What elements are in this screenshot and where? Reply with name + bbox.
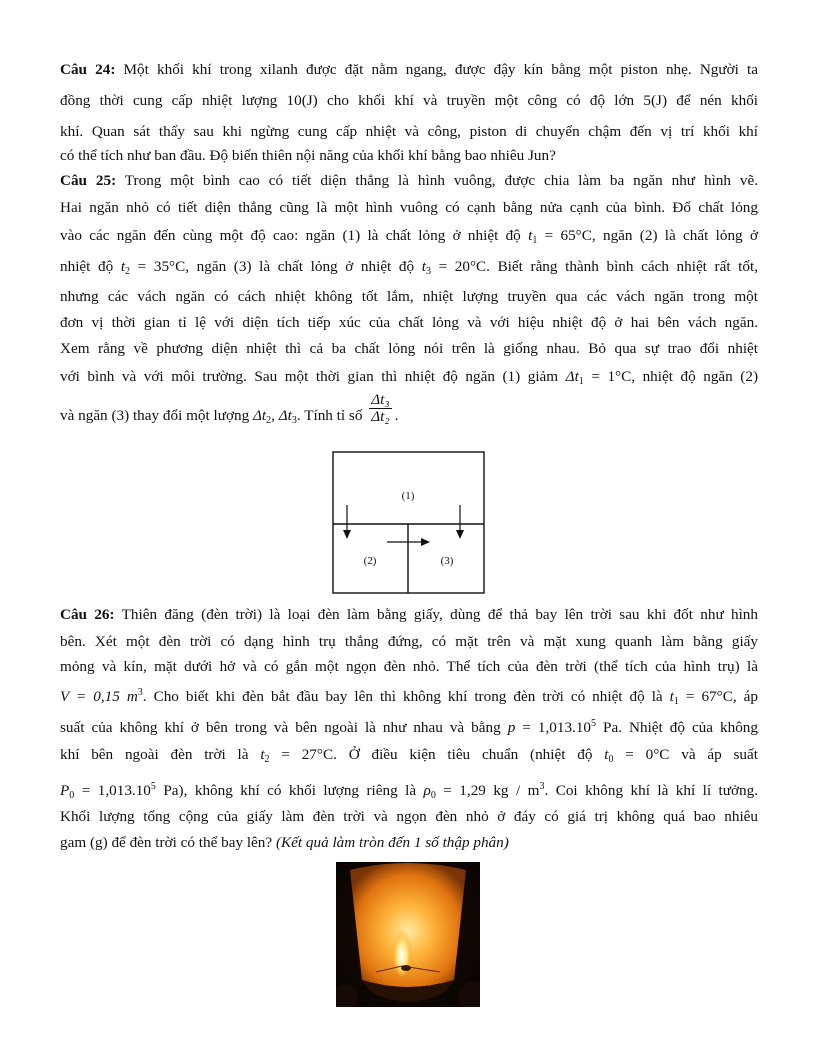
fuel-cell bbox=[401, 965, 411, 971]
q25-line-4: nhiệt độ $t_2 = 35^\circ C$, ngăn (3) là chất lỏng ở nhiệt độ $t_3 = 20^\circ C$. Biết rằng thành bình cách nhiệt rất tốt, bbox=[60, 258, 758, 277]
q26-line-2: bên. Xét một đèn trời có dạng hình trụ thẳng đứng, có mặt trên và mặt xung quanh làm bằng giấy bbox=[60, 633, 758, 650]
container-diagram bbox=[330, 450, 487, 595]
q26-line-1: Câu 26: Thiên đăng (đèn trời) là loại đèn làm bằng giấy, dùng để thả bay lên trời sau khi đốt như hình bbox=[60, 606, 758, 623]
q25-line-1: Câu 25: Trong một bình cao có tiết diện thẳng là hình vuông, được chia làm ba ngăn như hình vẽ. bbox=[60, 172, 758, 189]
hand-left bbox=[336, 984, 358, 1007]
down-arrow-left-icon bbox=[343, 530, 351, 539]
q26-line-7: $P_0 = 1,013.10^5$ Pa), không khí có khối lượng riêng là $\rho_0 = 1,29$ kg / $m^3$. Coi không khí là khí lí tưởng. bbox=[60, 781, 758, 801]
q25-line-7: Xem rằng về phương diện nhiệt thì cả ba chất lỏng nói trên là giống nhau. Bỏ qua sự trao đổi nhiệt bbox=[60, 340, 758, 357]
q26-line-8: Khối lượng tổng cộng của giấy làm đèn trời và ngọn đèn nhỏ ở đáy có giá trị không quá bao nhiêu bbox=[60, 808, 758, 825]
ratio-fraction: $\frac{\text{Δt₃}}{\text{Δt₂}}$ bbox=[371, 391, 390, 425]
q25-line-6: đơn vị thời gian tỉ lệ với diện tích tiếp xúc của chất lỏng và với hiệu nhiệt độ ở hai bên vách ngăn. bbox=[60, 314, 758, 331]
compartment-1-label: (1) bbox=[401, 490, 415, 502]
q26-line-3: mỏng và kín, mặt dưới hở và có gắn một ngọn đèn nhỏ. Thể tích của đèn trời (thể tích của hình trụ) là bbox=[60, 658, 758, 675]
q24-line-3: khí. Quan sát thấy sau khi ngừng cung cấp nhiệt và công, piston di chuyển chậm đến vị trí khối khí bbox=[60, 123, 758, 140]
compartment-3-label: (3) bbox=[440, 555, 454, 567]
q25-label: Câu 25: bbox=[60, 172, 117, 189]
sky-lantern-photo bbox=[336, 862, 480, 1007]
down-arrow-right-icon bbox=[456, 530, 464, 539]
q25-line-2: Hai ngăn nhỏ có tiết diện thẳng cũng là một hình vuông có cạnh bằng nửa cạnh của bình. Đổ chất lỏng bbox=[60, 199, 758, 216]
q25-line-5: nhưng các vách ngăn có cách nhiệt không tốt lắm, nhiệt lượng truyền qua các vách ngăn trong một bbox=[60, 288, 758, 305]
q24-line-4: có thể tích như ban đầu. Độ biến thiên nội năng của khối khí bằng bao nhiêu Jun? bbox=[60, 147, 556, 164]
hand-right bbox=[458, 981, 480, 1007]
q24-label: Câu 24: bbox=[60, 61, 116, 78]
q25-line-9: và ngăn (3) thay đổi một lượng $\Delta t_2$, $\Delta t_3$. Tính tỉ số $\frac{\text{Δt₃}}{\text{Δt₂}}$ . bbox=[60, 391, 399, 426]
compartment-2-label: (2) bbox=[363, 555, 377, 567]
right-arrow-icon bbox=[421, 538, 430, 546]
q25-line-3: vào các ngăn đến cùng một độ cao: ngăn (1) là chất lỏng ở nhiệt độ $t_1 = 65^\circ C$, ngăn (2) là chất lỏng ở bbox=[60, 227, 758, 246]
q24-line-2: đồng thời cung cấp nhiệt lượng 10(J) cho khối khí và truyền một công có độ lớn 5(J) để nén khối bbox=[60, 92, 759, 109]
q26-line-9: gam (g) để đèn trời có thể bay lên? (Kết quả làm tròn đến 1 số thập phân) bbox=[60, 834, 509, 851]
q26-line-5: suất của không khí ở bên trong và bên ngoài là như nhau và bằng $p = 1,013.10^5$ Pa. Nhiệt độ của không bbox=[60, 718, 758, 736]
q26-label: Câu 26: bbox=[60, 606, 115, 623]
q25-line-8: với bình và với môi trường. Sau một thời gian thì nhiệt độ ngăn (1) giảm $\Delta t_1 = 1^\circ C$, nhiệt độ ngăn (2) bbox=[60, 368, 758, 387]
q24-line-1: Câu 24: Một khối khí trong xilanh được đặt nằm ngang, được đậy kín bằng một piston nhẹ. Người ta bbox=[60, 61, 758, 78]
sky-lantern-illustration bbox=[336, 862, 480, 1007]
q26-line-4: V = 0,15 $m^3$. Cho biết khi đèn bắt đầu bay lên thì không khí trong đèn trời có nhiệt độ là $t_1 = 67^\circ C$, áp bbox=[60, 687, 758, 707]
q26-line-6: khí bên ngoài đèn trời là $t_2 = 27^\circ C$. Ở điều kiện tiêu chuẩn (nhiệt độ $t_0 = 0^\circ C$ và áp suất bbox=[60, 746, 758, 765]
